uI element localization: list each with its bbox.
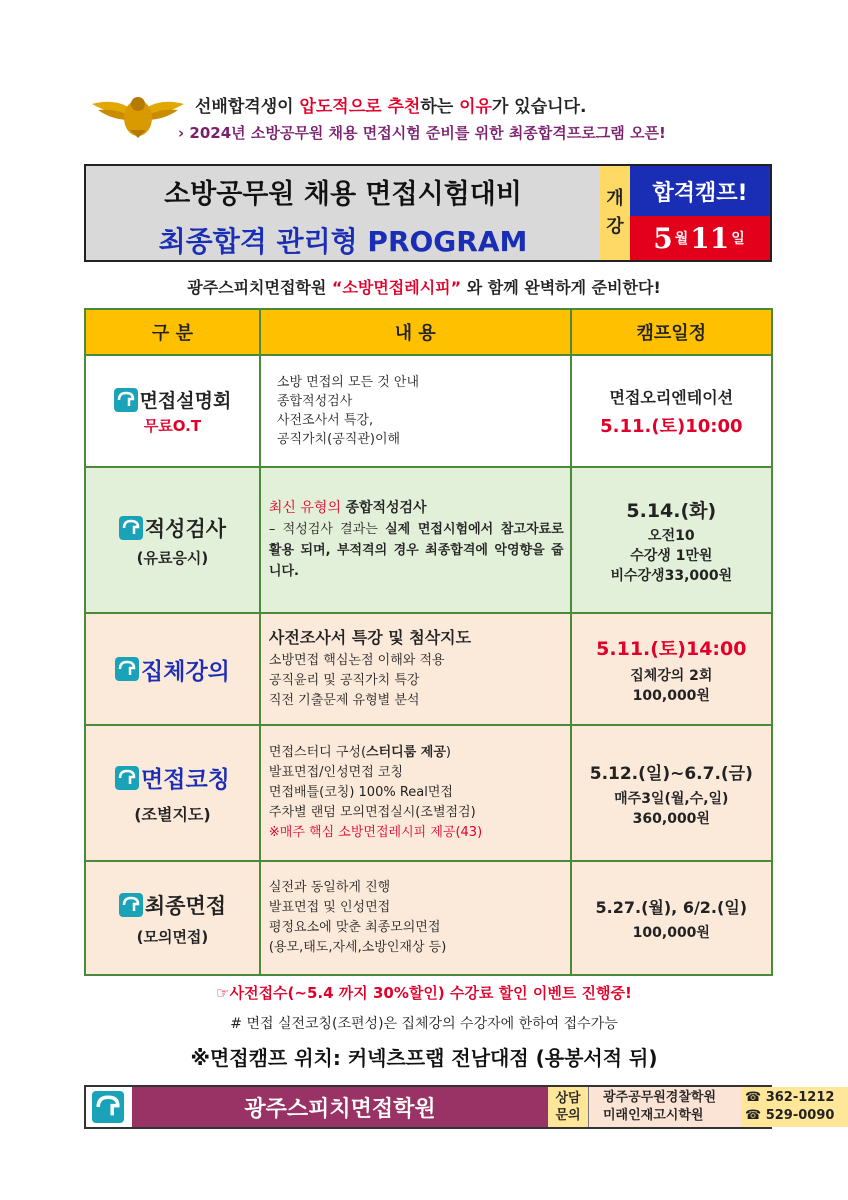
row-label: 면접코칭 [141, 767, 230, 793]
table-row [85, 355, 772, 467]
row-sublabel: 무료O.T [143, 417, 202, 435]
academy-logo-icon [119, 516, 143, 540]
row-category [85, 613, 260, 725]
row-label: 집체강의 [141, 658, 230, 685]
sub-headline: 광주스피치면접학원 “소방면접레시피” 와 함께 완벽하게 준비한다! [187, 278, 661, 297]
camp-badge: 합격캠프! [630, 166, 770, 216]
headline-program-open: › 2024년 소방공무원 채용 면접시험 준비를 위한 최종합격프로그램 오픈! [178, 124, 666, 142]
opening-label: 개 강 [600, 166, 630, 260]
row-content: 최신 유형의 종합적성검사 – 적성검사 결과는 실제 면접시험에서 참고자료로 활용 되며, 부적격의 경우 최종합격에 악영향을 줍니다. [260, 467, 571, 613]
title-line-1: 소방공무원 채용 면접시험대비 [164, 179, 522, 210]
row-label: 면접설명회 [139, 390, 232, 412]
discount-notice: ☞사전접수(~5.4 까지 30%할인) 수강료 할인 이벤트 진행중! [216, 984, 632, 1002]
table-row [85, 613, 772, 725]
academy-logo-icon [115, 766, 139, 790]
row-sublabel: (모의면접) [136, 927, 209, 946]
table-header-row [85, 309, 772, 355]
title-line-2: 최종합격 관리형 PROGRAM [158, 225, 528, 258]
row-schedule: 5.12.(일)~6.7.(금) 매주3일(월,수,일) 360,000원 [571, 725, 772, 861]
table-row [85, 861, 772, 975]
row-schedule: 5.14.(화) 오전10 수강생 1만원 비수강생33,000원 [571, 467, 772, 613]
row-category [85, 355, 260, 467]
row-sublabel: (유료응시) [136, 548, 209, 567]
consult-label: 상담 문의 [548, 1087, 589, 1127]
row-schedule: 면접오리엔테이션 5.11.(토)10:00 [571, 355, 772, 467]
enrollment-condition: # 면접 실전코칭(조편성)은 집체강의 수강자에 한하여 접수가능 [230, 1016, 618, 1032]
program-table [84, 308, 773, 976]
column-header-content: 내 용 [260, 309, 571, 355]
row-category [85, 861, 260, 975]
partner-academies: 광주공무원경찰학원 미래인재고시학원 [589, 1087, 741, 1127]
headline-recommend: 선배합격생이 압도적으로 추천하는 이유가 있습니다. [195, 97, 587, 117]
column-header-schedule: 캠프일정 [571, 309, 772, 355]
row-schedule: 5.27.(월), 6/2.(일) 100,000원 [571, 861, 772, 975]
column-header-category: 구 분 [85, 309, 260, 355]
row-label: 적성검사 [144, 516, 227, 541]
table-row [85, 467, 772, 613]
row-content: 실전과 동일하게 진행 발표면접 및 인성면접 평정요소에 맞춘 최종모의면접 (용모,태도,자세,소방인재상 등) [260, 861, 571, 975]
row-category [85, 467, 260, 613]
row-schedule: 5.11.(토)14:00 집체강의 2회 100,000원 [571, 613, 772, 725]
table-row [85, 725, 772, 861]
academy-logo-icon [115, 657, 139, 681]
row-label: 최종면접 [144, 893, 227, 918]
academy-logo-icon [114, 388, 138, 412]
academy-logo-icon [86, 1087, 132, 1127]
academy-logo-icon [119, 893, 143, 917]
camp-location: ※면접캠프 위치: 커넥츠프랩 전남대점 (용봉서적 뒤) [190, 1046, 658, 1070]
row-content: 소방 면접의 모든 것 안내 종합적성검사 사전조사서 특강, 공직가치(공직관)이해 [260, 355, 571, 467]
footer-bar [84, 1085, 835, 1129]
eagle-emblem-icon [90, 90, 186, 140]
row-sublabel: (조별지도) [134, 805, 211, 824]
academy-name: 광주스피치면접학원 [132, 1087, 548, 1127]
opening-date: 5 월 11 일 [630, 216, 770, 260]
row-category [85, 725, 260, 861]
row-content: 면접스터디 구성(스터디룸 제공) 발표면접/인성면접 코칭 면접배틀(코칭) 100% Real면접 주차별 랜덤 모의면접실시(조별점검) ※매주 핵심 소방면접레시피 제공(43) [260, 725, 571, 861]
phone-numbers: ☎ 362-1212 ☎ 529-0090 [741, 1087, 848, 1127]
row-content: 사전조사서 특강 및 첨삭지도 소방면접 핵심논점 이해와 적용 공직윤리 및 공직가치 특강 직전 기출문제 유형별 분석 [260, 613, 571, 725]
title-box [84, 164, 772, 262]
